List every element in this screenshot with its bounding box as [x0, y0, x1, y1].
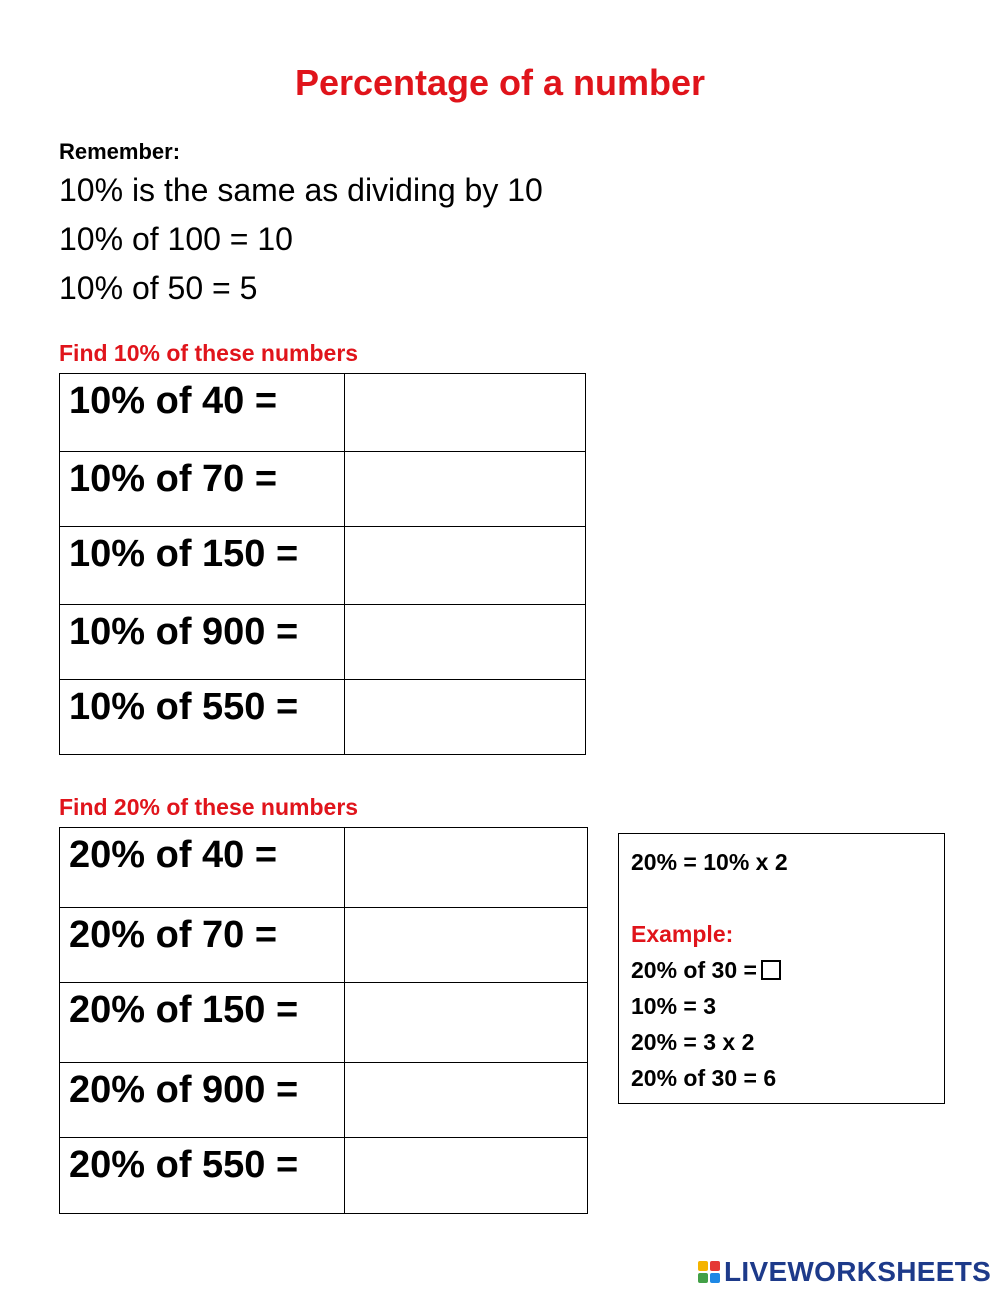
- liveworksheets-logo: [698, 1256, 991, 1288]
- remember-line: 10% of 100 = 10: [59, 221, 293, 257]
- question-cell: 20% of 70 =: [60, 908, 345, 983]
- table-row: [60, 1063, 588, 1138]
- table-row: [60, 1138, 588, 1214]
- answer-field[interactable]: [345, 605, 586, 680]
- answer-field[interactable]: [345, 908, 588, 983]
- answer-field[interactable]: [345, 527, 586, 605]
- logo-text: LIVEWORKSHEETS: [724, 1256, 992, 1287]
- section-heading-10-percent: Find 10% of these numbers: [59, 340, 359, 366]
- question-cell: 10% of 150 =: [60, 527, 345, 605]
- answer-field[interactable]: [345, 1063, 588, 1138]
- table-row: [60, 527, 586, 605]
- remember-line: 10% is the same as dividing by 10: [59, 172, 543, 208]
- example-label: Example:: [631, 921, 734, 947]
- example-question-line: [631, 952, 944, 988]
- table-row: [60, 908, 588, 983]
- table-row: [60, 983, 588, 1063]
- table-row: [60, 828, 588, 908]
- answer-field[interactable]: [345, 374, 586, 452]
- question-cell: 20% of 900 =: [60, 1063, 345, 1138]
- logo-block: [698, 1273, 708, 1283]
- logo-blocks-icon: [698, 1261, 720, 1283]
- answer-field[interactable]: [345, 452, 586, 527]
- logo-block: [698, 1261, 708, 1271]
- example-step: 10% = 3: [631, 993, 717, 1019]
- logo-block: [710, 1261, 720, 1271]
- table-row: [60, 680, 586, 755]
- question-cell: 20% of 550 =: [60, 1138, 345, 1214]
- twenty-percent-table: [59, 827, 588, 1214]
- hint-rule: 20% = 10% x 2: [631, 849, 788, 875]
- table-row: [60, 374, 586, 452]
- answer-field[interactable]: [345, 983, 588, 1063]
- remember-label: Remember:: [59, 139, 181, 164]
- remember-line: 10% of 50 = 5: [59, 270, 258, 306]
- ten-percent-table: [59, 373, 586, 755]
- question-cell: 10% of 550 =: [60, 680, 345, 755]
- answer-field[interactable]: [345, 680, 586, 755]
- question-cell: 10% of 900 =: [60, 605, 345, 680]
- hint-box: [618, 833, 945, 1104]
- question-cell: 20% of 40 =: [60, 828, 345, 908]
- example-step: 20% of 30 = 6: [631, 1065, 777, 1091]
- answer-field[interactable]: [345, 1138, 588, 1214]
- table-row: [60, 452, 586, 527]
- page-title: Percentage of a number: [294, 62, 706, 103]
- logo-block: [710, 1273, 720, 1283]
- example-question: 20% of 30 =: [631, 957, 757, 983]
- question-cell: 10% of 40 =: [60, 374, 345, 452]
- table-row: [60, 605, 586, 680]
- empty-square-icon: [761, 960, 781, 980]
- hint-spacer: [631, 880, 944, 916]
- question-cell: 10% of 70 =: [60, 452, 345, 527]
- example-step: 20% = 3 x 2: [631, 1029, 755, 1055]
- section-heading-20-percent: Find 20% of these numbers: [59, 794, 359, 820]
- answer-field[interactable]: [345, 828, 588, 908]
- question-cell: 20% of 150 =: [60, 983, 345, 1063]
